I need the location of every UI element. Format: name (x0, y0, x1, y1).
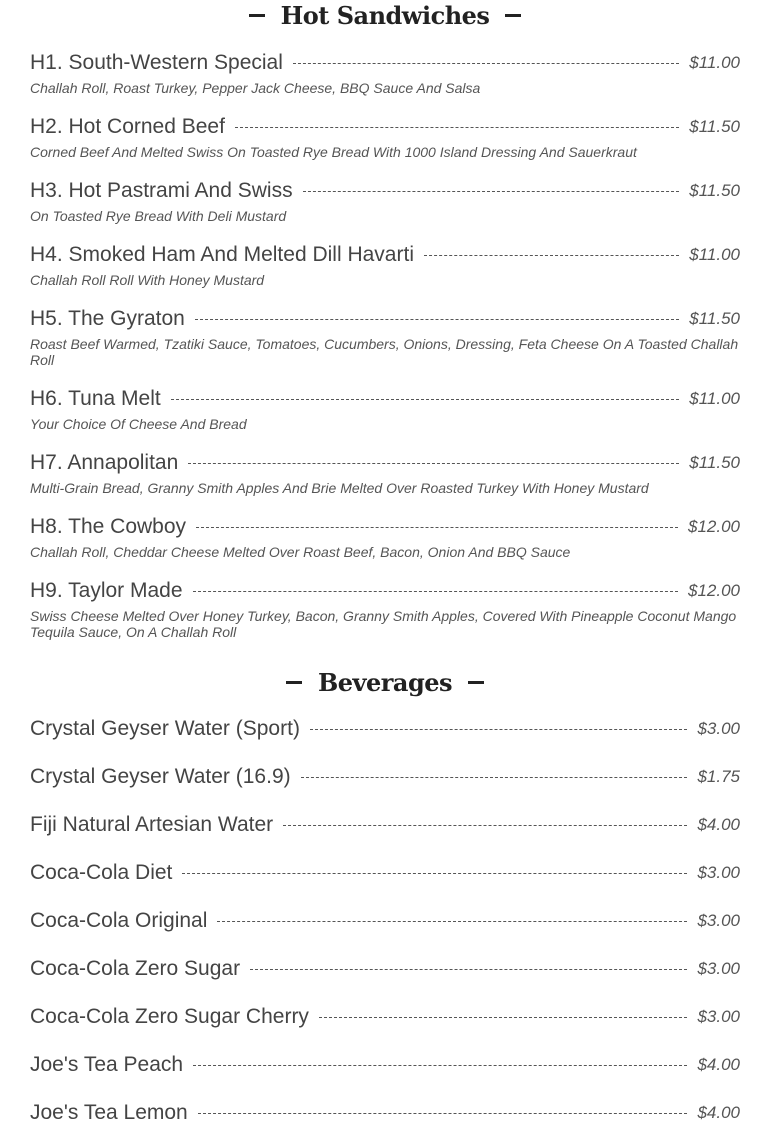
menu-item-h6[interactable] (30, 385, 740, 432)
dotted-leader (193, 1065, 687, 1066)
heading-dash-right (468, 681, 484, 684)
beverage-item[interactable] (30, 859, 740, 887)
dotted-leader (171, 399, 680, 400)
item-description: Corned Beef And Melted Swiss On Toasted Rye Bread With 1000 Island Dressing And Sauerkraut (30, 144, 637, 160)
beverage-item[interactable] (30, 811, 740, 839)
item-price: $3.00 (697, 959, 740, 978)
item-name: Crystal Geyser Water (16.9) (30, 765, 291, 788)
item-description: Challah Roll, Roast Turkey, Pepper Jack Cheese, BBQ Sauce And Salsa (30, 80, 481, 96)
menu-item-h1[interactable] (30, 49, 740, 96)
hot-sandwiches-title: Hot Sandwiches (280, 0, 490, 30)
item-price: $11.50 (689, 117, 740, 136)
beverage-item[interactable] (30, 1003, 740, 1031)
hot-sandwiches-heading (0, 0, 770, 30)
item-description: Multi-Grain Bread, Granny Smith Apples And Brie Melted Over Roasted Turkey With Honey Mustard (30, 480, 649, 496)
item-name: H8. The Cowboy (30, 515, 187, 538)
beverage-item[interactable] (30, 763, 740, 791)
item-name: H9. Taylor Made (30, 579, 183, 602)
item-name: Coca-Cola Zero Sugar Cherry (30, 1005, 309, 1028)
dotted-leader (198, 1113, 688, 1114)
dotted-leader (188, 463, 679, 464)
item-name: H3. Hot Pastrami And Swiss (30, 179, 293, 202)
item-name: H4. Smoked Ham And Melted Dill Havarti (30, 243, 414, 266)
dotted-leader (196, 527, 678, 528)
dotted-leader (283, 825, 687, 826)
item-description: Challah Roll, Cheddar Cheese Melted Over Roast Beef, Bacon, Onion And BBQ Sauce (30, 544, 571, 560)
beverage-item[interactable] (30, 715, 740, 743)
beverage-item[interactable] (30, 907, 740, 935)
item-name: Coca-Cola Original (30, 909, 208, 932)
item-description: Roast Beef Warmed, Tzatiki Sauce, Tomatoes, Cucumbers, Onions, Dressing, Feta Cheese On A Toasted Challah Roll (30, 336, 739, 368)
dotted-leader (235, 127, 679, 128)
item-price: $12.00 (688, 517, 740, 536)
item-name: H6. Tuna Melt (30, 387, 161, 410)
item-price: $11.50 (689, 181, 740, 200)
menu-item-h7[interactable] (30, 449, 740, 496)
item-name: Coca-Cola Zero Sugar (30, 957, 241, 980)
item-price: $3.00 (697, 911, 740, 930)
item-name: Coca-Cola Diet (30, 861, 173, 884)
item-name: H1. South-Western Special (30, 51, 283, 74)
item-name: Joe's Tea Peach (30, 1053, 184, 1076)
beverage-item[interactable] (30, 1051, 740, 1079)
item-name: H2. Hot Corned Beef (30, 115, 225, 138)
item-description: Your Choice Of Cheese And Bread (30, 416, 247, 432)
beverages-title: Beverages (317, 667, 453, 697)
item-price: $4.00 (697, 1103, 740, 1122)
item-price: $12.00 (688, 581, 740, 600)
dotted-leader (303, 191, 680, 192)
item-price: $3.00 (697, 719, 740, 738)
item-price: $11.00 (689, 389, 740, 408)
item-name: Fiji Natural Artesian Water (30, 813, 274, 836)
dotted-leader (301, 777, 688, 778)
item-price: $3.00 (697, 1007, 740, 1026)
heading-dash-right (505, 14, 521, 17)
item-price: $11.50 (689, 453, 740, 472)
menu-item-h2[interactable] (30, 113, 740, 160)
item-description: On Toasted Rye Bread With Deli Mustard (30, 208, 287, 224)
item-name: Crystal Geyser Water (Sport) (30, 717, 300, 740)
item-price: $11.00 (689, 53, 740, 72)
beverage-item[interactable] (30, 1099, 740, 1127)
dotted-leader (310, 729, 688, 730)
item-name: H7. Annapolitan (30, 451, 179, 474)
dotted-leader (195, 319, 679, 320)
dotted-leader (424, 255, 679, 256)
beverage-item[interactable] (30, 955, 740, 983)
dotted-leader (319, 1017, 688, 1018)
menu-item-h4[interactable] (30, 241, 740, 288)
beverages-heading (0, 666, 770, 698)
item-price: $1.75 (697, 767, 740, 786)
item-name: H5. The Gyraton (30, 307, 185, 330)
item-description: Swiss Cheese Melted Over Honey Turkey, Bacon, Granny Smith Apples, Covered With Pineapple Coconut Mango Tequila Sauce, On A Challah Roll (30, 608, 737, 640)
item-price: $11.50 (689, 309, 740, 328)
menu-item-h5[interactable] (30, 305, 740, 368)
menu-item-h8[interactable] (30, 513, 740, 560)
heading-dash-left (249, 14, 265, 17)
dotted-leader (293, 63, 679, 64)
dotted-leader (250, 969, 687, 970)
dotted-leader (193, 591, 678, 592)
dotted-leader (182, 873, 687, 874)
heading-dash-left (286, 681, 302, 684)
item-price: $4.00 (697, 1055, 740, 1074)
menu-item-h9[interactable] (30, 577, 740, 640)
dotted-leader (217, 921, 687, 922)
item-description: Challah Roll Roll With Honey Mustard (30, 272, 265, 288)
item-price: $11.00 (689, 245, 740, 264)
menu-item-h3[interactable] (30, 177, 740, 224)
item-price: $3.00 (697, 863, 740, 882)
item-price: $4.00 (697, 815, 740, 834)
item-name: Joe's Tea Lemon (30, 1101, 188, 1124)
